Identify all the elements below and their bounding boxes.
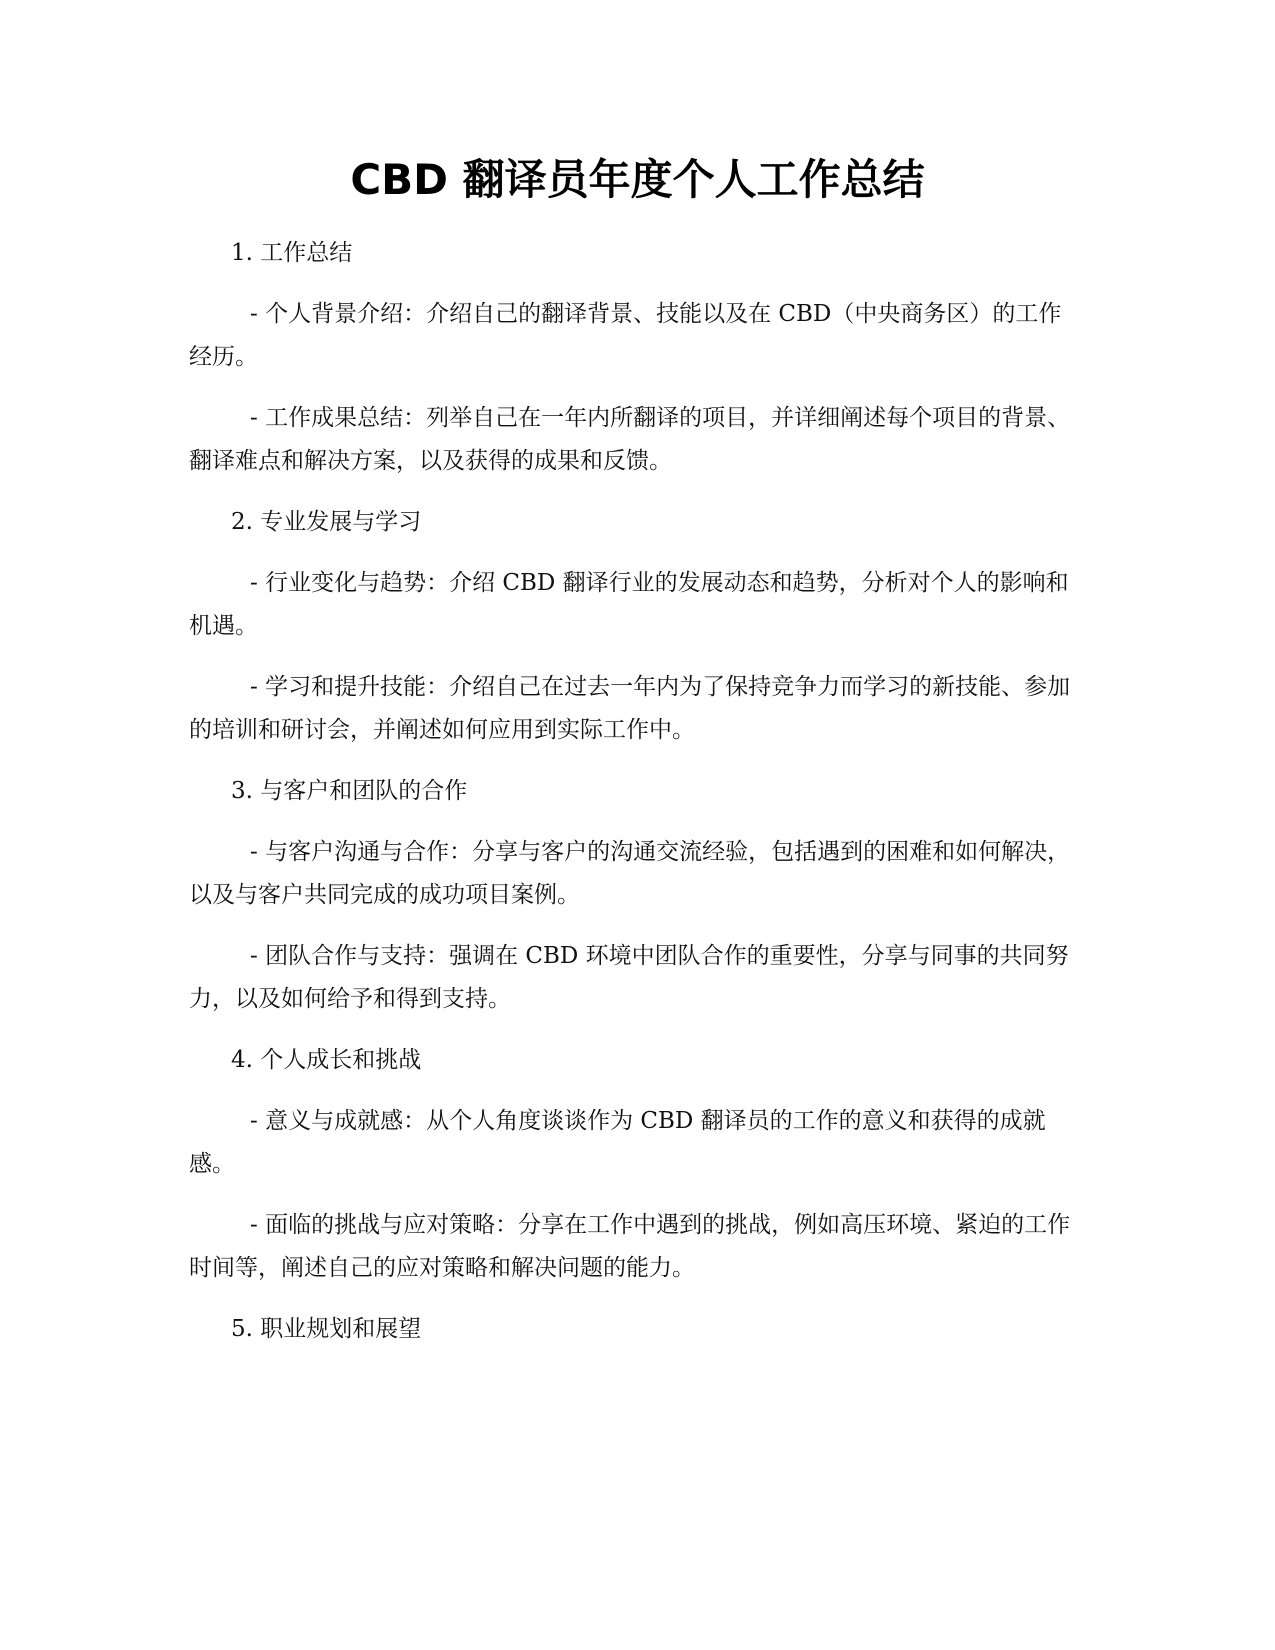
section-heading-4: 4. 个人成长和挑战 <box>231 1047 422 1073</box>
section-heading-3: 3. 与客户和团队的合作 <box>231 778 468 804</box>
section-heading-1: 1. 工作总结 <box>231 240 353 266</box>
document-title: CBD 翻译员年度个人工作总结 <box>350 155 925 204</box>
section-heading-5: 5. 职业规划和展望 <box>231 1316 422 1342</box>
paragraph-challenges-strategies: - 面临的挑战与应对策略：分享在工作中遇到的挑战，例如高压环境、紧迫的工作时间等，阐述自己的应对策略和解决问题的能力。 <box>189 1212 1071 1281</box>
paragraph-work-results: - 工作成果总结：列举自己在一年内所翻译的项目，并详细阐述每个项目的背景、翻译难点和解决方案，以及获得的成果和反馈。 <box>189 405 1071 474</box>
paragraph-industry-trends: - 行业变化与趋势：介绍 CBD 翻译行业的发展动态和趋势，分析对个人的影响和机遇。 <box>189 570 1069 639</box>
paragraph-team-support: - 团队合作与支持：强调在 CBD 环境中团队合作的重要性，分享与同事的共同努力，以及如何给予和得到支持。 <box>189 943 1069 1012</box>
paragraph-meaning-achievement: - 意义与成就感：从个人角度谈谈作为 CBD 翻译员的工作的意义和获得的成就感。 <box>189 1108 1046 1177</box>
paragraph-client-communication: - 与客户沟通与合作：分享与客户的沟通交流经验，包括遇到的困难和如何解决，以及与客户共同完成的成功项目案例。 <box>189 839 1071 908</box>
paragraph-background-intro: - 个人背景介绍：介绍自己的翻译背景、技能以及在 CBD（中央商务区）的工作经历。 <box>189 301 1062 370</box>
paragraph-learning-skills: - 学习和提升技能：介绍自己在过去一年内为了保持竞争力而学习的新技能、参加的培训和研讨会，并阐述如何应用到实际工作中。 <box>189 674 1071 743</box>
section-heading-2: 2. 专业发展与学习 <box>231 509 422 535</box>
